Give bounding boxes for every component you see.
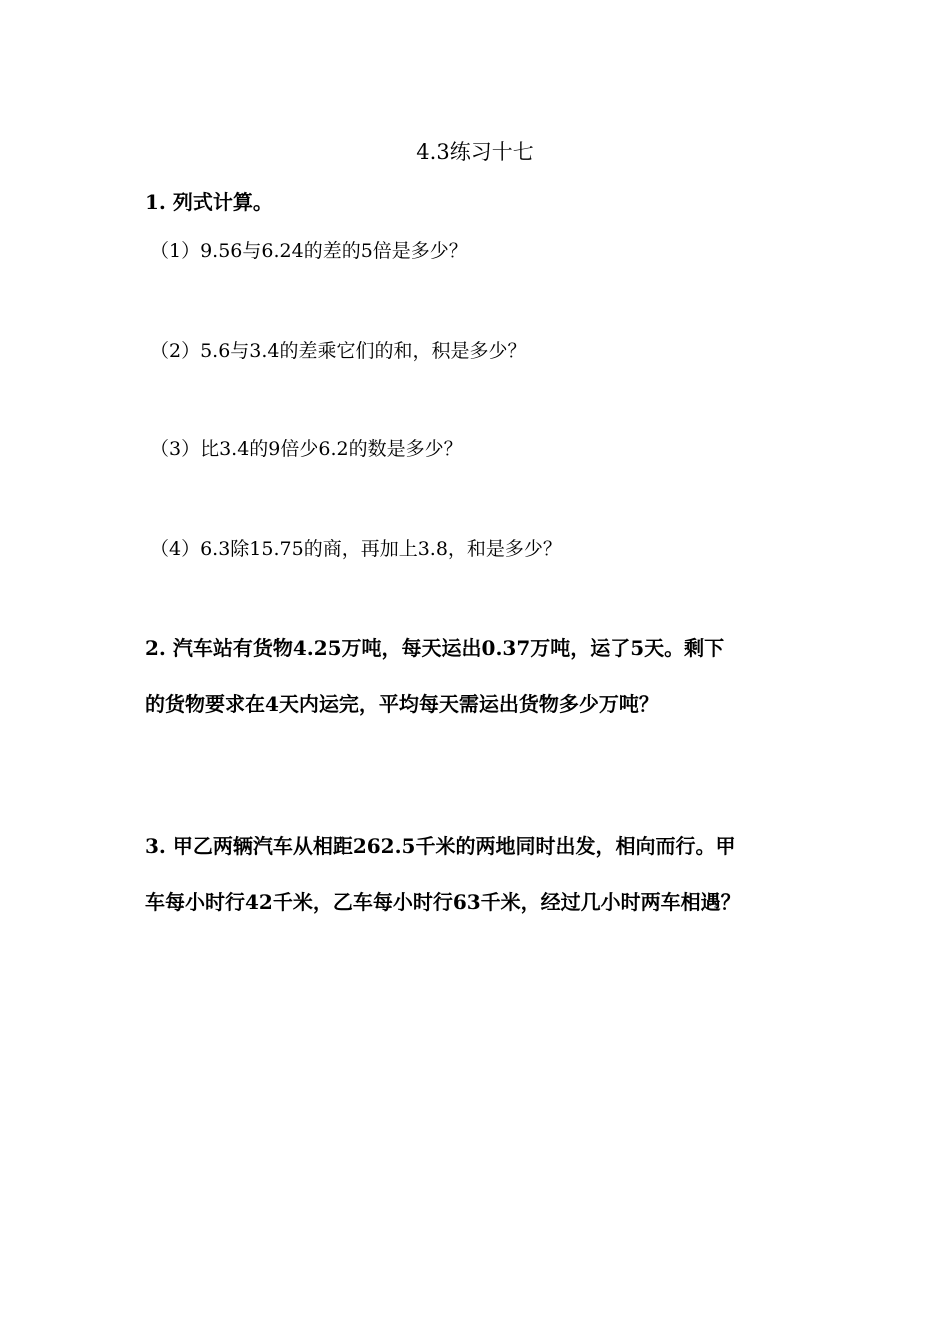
question-1-item-2: （2）5.6与3.4的差乘它们的和，积是多少？ bbox=[150, 340, 527, 362]
question-3 bbox=[145, 831, 810, 917]
question-1-heading: 1. 列式计算。 bbox=[145, 190, 273, 214]
page-title: 4.3练习十七 bbox=[416, 140, 534, 164]
question-2 bbox=[145, 633, 810, 719]
question-2-line-2: 的货物要求在4天内运完，平均每天需运出货物多少万吨？ bbox=[145, 692, 659, 716]
question-1-item-3: （3）比3.4的9倍少6.2的数是多少？ bbox=[150, 438, 463, 460]
question-3-line-2: 车每小时行42千米，乙车每小时行63千米，经过几小时两车相遇？ bbox=[145, 890, 741, 914]
question-1-item-1: （1）9.56与6.24的差的5倍是多少？ bbox=[150, 240, 468, 262]
question-3-line-1: 3. 甲乙两辆汽车从相距262.5千米的两地同时出发，相向而行。甲 bbox=[145, 834, 736, 858]
question-2-line-1: 2. 汽车站有货物4.25万吨，每天运出0.37万吨，运了5天。剩下 bbox=[145, 636, 725, 660]
question-1-item-4: （4）6.3除15.75的商，再加上3.8，和是多少？ bbox=[150, 538, 562, 560]
